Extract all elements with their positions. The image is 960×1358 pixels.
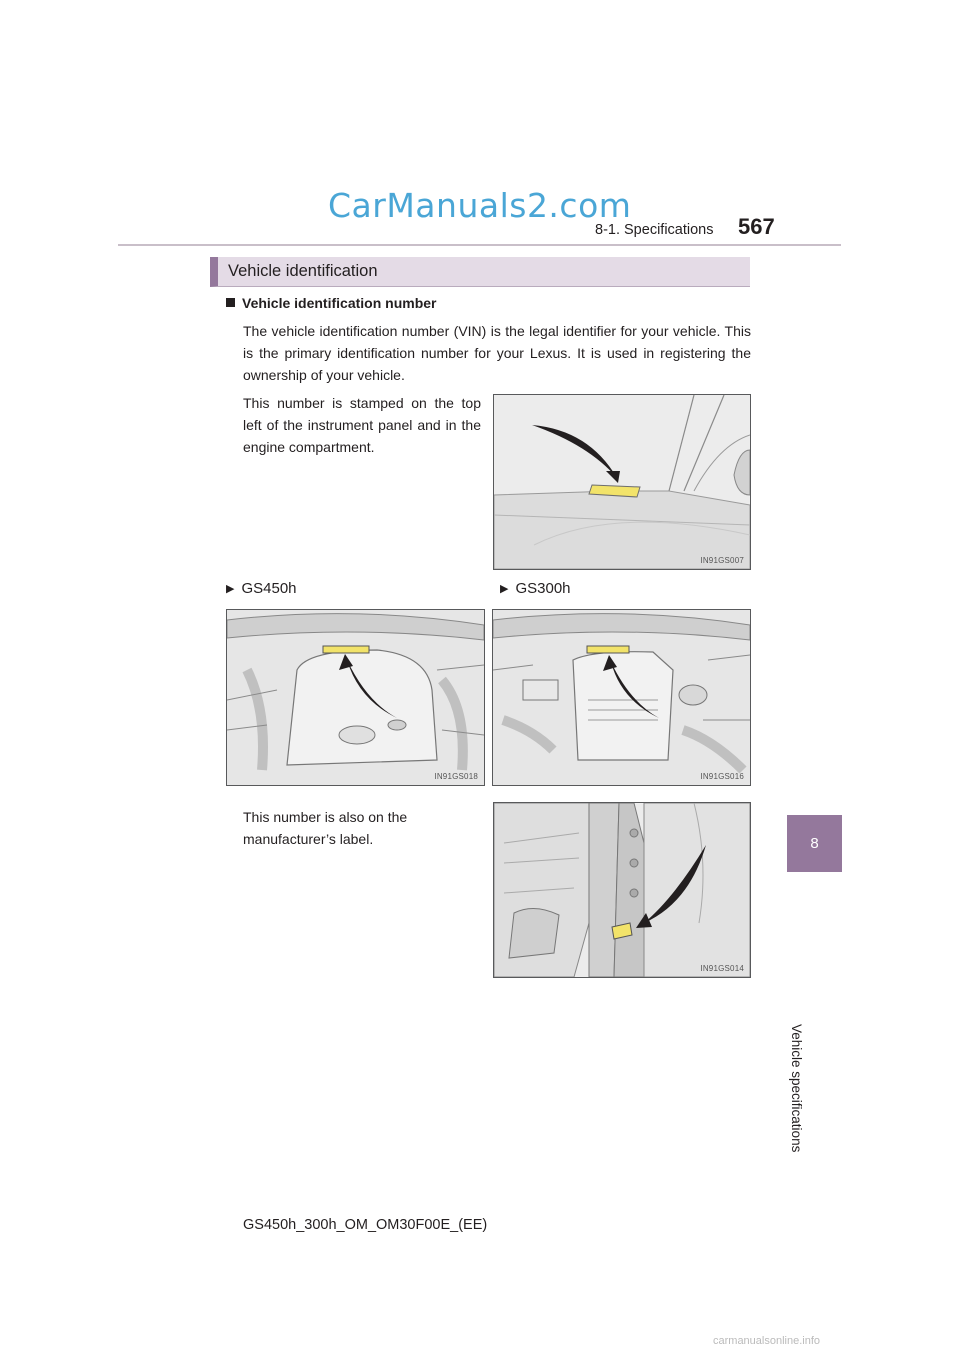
figure-code: IN91GS018 xyxy=(434,772,478,781)
figure-code: IN91GS014 xyxy=(700,964,744,973)
label-paragraph: This number is also on the manufacturer’s label. xyxy=(243,809,408,847)
chapter-tab[interactable] xyxy=(787,815,842,872)
watermark-logo: CarManuals2.com xyxy=(328,186,632,225)
figure-code: IN91GS016 xyxy=(700,772,744,781)
chapter-number: 8 xyxy=(810,835,819,852)
section-heading: Vehicle identification xyxy=(210,257,750,287)
figure-instrument-panel xyxy=(493,394,751,570)
chapter-tab-label: Vehicle specifications xyxy=(789,1024,804,1153)
figure-engine-gs450h xyxy=(226,609,485,786)
footer-doc-id: GS450h_300h_OM_OM30F00E_(EE) xyxy=(243,1217,488,1233)
figure-code: IN91GS007 xyxy=(700,556,744,565)
engine-gs300h-illustration xyxy=(493,610,750,785)
model-label-gs450h: ▶ GS450h xyxy=(226,580,297,597)
instrument-panel-illustration xyxy=(494,395,750,569)
header-divider xyxy=(118,244,841,246)
bullet-square-icon xyxy=(226,298,235,307)
subheading: Vehicle identification number xyxy=(226,295,436,311)
page-number: 567 xyxy=(738,214,775,239)
header-section-ref: 8-1. Specifications xyxy=(595,222,714,238)
door-label-illustration xyxy=(494,803,750,977)
triangle-bullet-icon: ▶ xyxy=(226,583,235,595)
figure-engine-gs300h xyxy=(492,609,751,786)
watermark-bottom: carmanualsonline.info xyxy=(713,1335,821,1347)
stamp-paragraph: This number is stamped on the top left of the instrument panel and in the engine compartment. xyxy=(243,395,481,455)
model-label-gs300h: ▶ GS300h xyxy=(500,580,571,597)
triangle-bullet-icon: ▶ xyxy=(500,583,509,595)
engine-gs450h-illustration xyxy=(227,610,484,785)
intro-paragraph: The vehicle identification number (VIN) is the legal identifier for your vehicle. This is the primary identification number for your Lexus. It is used in registering the ownership of your vehicle. xyxy=(243,323,751,383)
figure-door-label xyxy=(493,802,751,978)
